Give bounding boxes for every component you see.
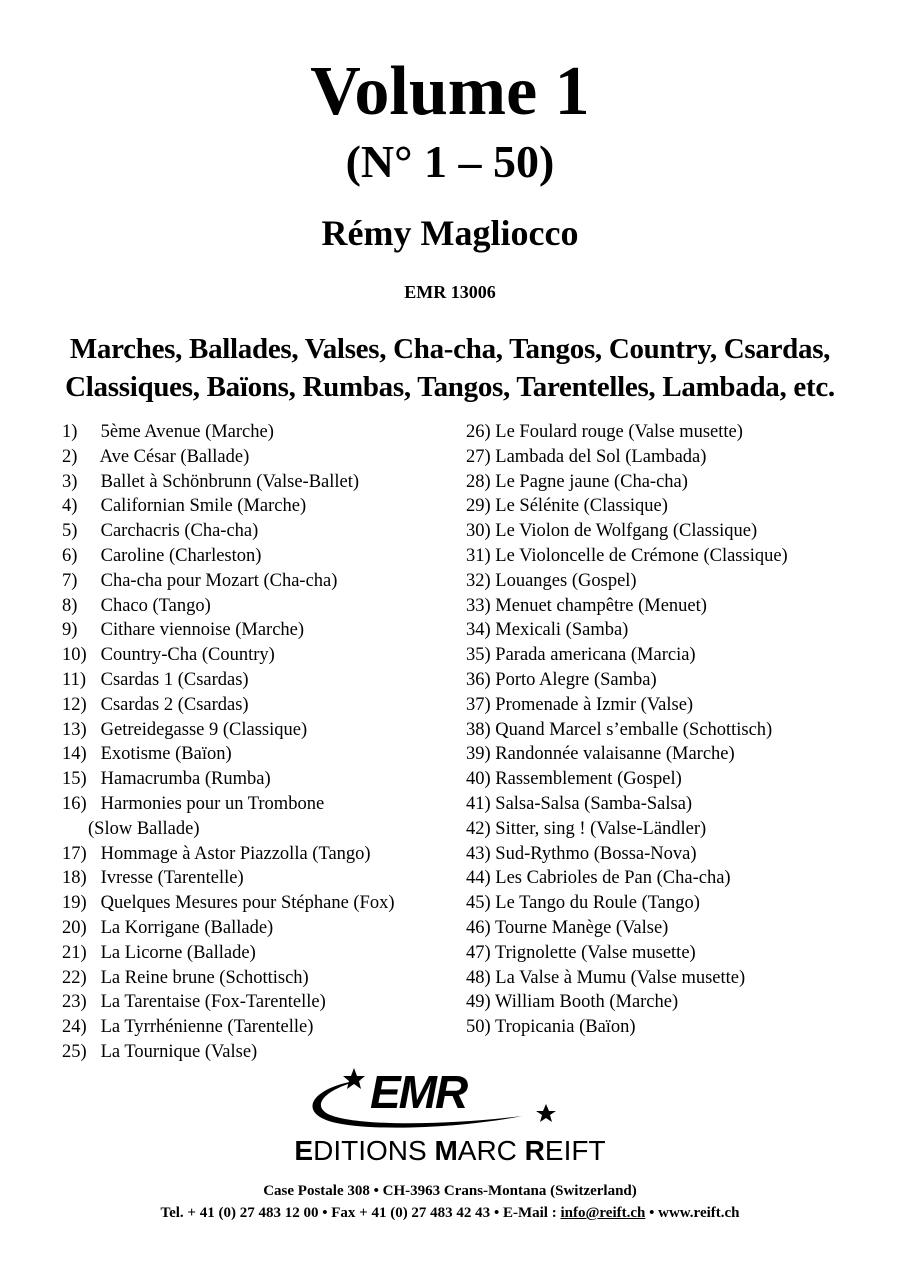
contents-item	[62, 842, 395, 867]
contents-item	[62, 966, 395, 991]
contents-item	[466, 990, 788, 1015]
item-title: Le Violoncelle de Crémone (Classique)	[495, 545, 788, 566]
contents-item	[62, 544, 395, 569]
emr-logo	[292, 1062, 572, 1132]
item-title: Caroline (Charleston)	[100, 545, 262, 566]
item-title: Ave César (Ballade)	[99, 446, 250, 467]
publisher-address: Case Postale 308 • CH-3963 Crans-Montana (Switzerland)	[263, 1183, 637, 1199]
item-title: Menuet champêtre (Menuet)	[495, 595, 707, 616]
item-title: Rassemblement (Gospel)	[495, 769, 682, 790]
publisher-name	[0, 1134, 900, 1168]
item-title: Quelques Mesures pour Stéphane (Fox)	[100, 893, 395, 914]
volume-range: (N° 1 – 50)	[345, 136, 555, 187]
contents-item	[62, 445, 395, 470]
publisher-initial-r: R	[524, 1135, 545, 1166]
contents-item	[62, 916, 395, 941]
item-title: Cha-cha pour Mozart (Cha-cha)	[100, 570, 338, 591]
email-link[interactable]: info@reift.ch	[560, 1205, 646, 1221]
item-title: Louanges (Gospel)	[495, 570, 637, 591]
contents-item	[466, 966, 788, 991]
separator-bullet: •	[322, 1205, 328, 1221]
item-title-continuation: (Slow Ballade)	[88, 818, 200, 839]
logo-star-left	[343, 1068, 365, 1089]
contents-item	[62, 643, 395, 668]
item-title: Cithare viennoise (Marche)	[100, 620, 305, 641]
catalog-code: EMR 13006	[404, 282, 496, 302]
contents-item	[466, 866, 788, 891]
item-number: 23)	[62, 992, 87, 1013]
item-title: William Booth (Marche)	[494, 992, 679, 1013]
item-title: Ivresse (Tarentelle)	[100, 868, 244, 889]
contents-item	[466, 668, 788, 693]
item-number: 29)	[466, 496, 491, 517]
contents-item	[62, 470, 395, 495]
item-title: Trignolette (Valse musette)	[494, 942, 696, 963]
item-number: 35)	[466, 645, 491, 666]
item-number: 47)	[466, 942, 491, 963]
item-title: La Tournique (Valse)	[100, 1041, 258, 1062]
item-title: Tourne Manège (Valse)	[494, 917, 669, 938]
contents-item	[62, 990, 395, 1015]
item-title: Salsa-Salsa (Samba-Salsa)	[495, 793, 693, 814]
contents-item	[466, 618, 788, 643]
item-title: La Reine brune (Schottisch)	[100, 967, 309, 988]
phone-number: Tel. + 41 (0) 27 483 12 00	[160, 1205, 319, 1221]
item-title: Country-Cha (Country)	[100, 645, 275, 666]
item-title: La Korrigane (Ballade)	[100, 917, 274, 938]
item-number: 41)	[466, 793, 491, 814]
contents-item	[466, 445, 788, 470]
item-number: 9)	[62, 620, 78, 641]
contents-item	[62, 420, 395, 445]
website-link[interactable]: www.reift.ch	[658, 1205, 740, 1221]
item-title: 5ème Avenue (Marche)	[100, 422, 274, 442]
contents-item	[62, 742, 395, 767]
item-number: 25)	[62, 1041, 87, 1062]
genre-list	[0, 330, 900, 406]
item-number: 24)	[62, 1017, 87, 1038]
publisher-word-eift: EIFT	[544, 1135, 606, 1166]
logo-text: EMR	[370, 1066, 467, 1118]
item-number: 13)	[62, 719, 87, 740]
separator-bullet: •	[493, 1205, 500, 1221]
contents-item	[466, 643, 788, 668]
item-title: Porto Alegre (Samba)	[495, 669, 657, 690]
contents-item	[62, 618, 395, 643]
item-title: Harmonies pour un Trombone	[100, 793, 325, 814]
item-title: Lambada del Sol (Lambada)	[495, 446, 707, 467]
item-title: Le Tango du Roule (Tango)	[495, 893, 700, 914]
publisher-initial-e: E	[294, 1135, 314, 1166]
item-title: La Licorne (Ballade)	[100, 942, 256, 963]
item-title: Sitter, sing ! (Valse-Ländler)	[495, 818, 707, 839]
publisher-contact	[0, 1202, 900, 1224]
logo-star-right	[536, 1104, 556, 1122]
publisher-initial-m: M	[434, 1135, 458, 1166]
item-number: 36)	[466, 669, 491, 690]
contents-item	[62, 569, 395, 594]
item-number: 31)	[466, 545, 491, 566]
item-title: Le Violon de Wolfgang (Classique)	[495, 521, 758, 542]
item-title: Quand Marcel s’emballe (Schottisch)	[495, 719, 773, 740]
item-title: Sud-Rythmo (Bossa-Nova)	[495, 843, 697, 864]
contents-item	[62, 767, 395, 792]
contents-item	[466, 767, 788, 792]
item-title: Promenade à Izmir (Valse)	[495, 694, 694, 715]
contents-item	[466, 916, 788, 941]
contents-item	[466, 420, 788, 445]
contents-item	[466, 470, 788, 495]
item-title: Mexicali (Samba)	[495, 620, 629, 641]
item-number: 46)	[466, 917, 491, 938]
genre-line-2: Classiques, Baïons, Rumbas, Tangos, Tarentelles, Lambada, etc.	[65, 371, 835, 403]
contents-item	[466, 494, 788, 519]
publisher-word-ditions: DITIONS	[313, 1135, 427, 1166]
item-title: Carchacris (Cha-cha)	[100, 521, 259, 542]
contents-item	[466, 792, 788, 817]
contents-item	[62, 494, 395, 519]
item-title: Les Cabrioles de Pan (Cha-cha)	[495, 868, 731, 889]
item-number: 26)	[466, 422, 491, 442]
publisher-word-arc: ARC	[457, 1135, 517, 1166]
contents-item	[62, 891, 395, 916]
composer-name: Rémy Magliocco	[321, 213, 579, 253]
item-number: 43)	[466, 843, 491, 864]
item-number: 1)	[62, 422, 78, 442]
item-number: 20)	[62, 917, 87, 938]
contents-item	[466, 742, 788, 767]
item-title: Le Pagne jaune (Cha-cha)	[495, 471, 688, 492]
contents-column-right	[466, 420, 788, 1040]
contents-column-left	[62, 420, 395, 1065]
contents-item	[62, 941, 395, 966]
contents-item	[62, 718, 395, 743]
item-number: 18)	[62, 868, 87, 889]
item-number: 11)	[62, 669, 86, 690]
contents-item	[466, 569, 788, 594]
item-number: 21)	[62, 942, 87, 963]
contents-item	[466, 1015, 788, 1040]
item-title: Exotisme (Baïon)	[100, 744, 232, 765]
item-title: Parada americana (Marcia)	[495, 645, 696, 666]
item-number: 42)	[466, 818, 491, 839]
item-title: Hamacrumba (Rumba)	[100, 769, 271, 790]
item-number: 33)	[466, 595, 491, 616]
contents-item	[62, 693, 395, 718]
item-title: Le Foulard rouge (Valse musette)	[495, 422, 743, 442]
item-title: Randonnée valaisanne (Marche)	[495, 744, 735, 765]
item-number: 30)	[466, 521, 491, 542]
contents-item	[466, 817, 788, 842]
item-title: Hommage à Astor Piazzolla (Tango)	[100, 843, 371, 864]
item-number: 40)	[466, 769, 491, 790]
item-number: 3)	[62, 471, 78, 492]
contents-item	[62, 1015, 395, 1040]
item-number: 27)	[466, 446, 491, 467]
item-title: La Tarentaise (Fox-Tarentelle)	[100, 992, 326, 1013]
email-label: E-Mail :	[502, 1205, 557, 1221]
item-number: 17)	[62, 843, 87, 864]
item-number: 6)	[62, 545, 78, 566]
contents-item	[466, 693, 788, 718]
contents-item	[466, 519, 788, 544]
contents-item	[62, 519, 395, 544]
item-title: Chaco (Tango)	[100, 595, 211, 616]
item-number: 34)	[466, 620, 491, 641]
item-number: 16)	[62, 793, 87, 814]
item-number: 44)	[466, 868, 491, 889]
item-title: La Valse à Mumu (Valse musette)	[495, 967, 746, 988]
contents-item	[62, 668, 395, 693]
item-number: 49)	[466, 992, 491, 1013]
fax-number: Fax + 41 (0) 27 483 42 43	[331, 1205, 491, 1221]
contents-item	[466, 941, 788, 966]
item-number: 4)	[62, 496, 78, 517]
item-number: 2)	[62, 446, 78, 467]
item-title: Californian Smile (Marche)	[100, 496, 307, 517]
contents-item	[466, 594, 788, 619]
item-number: 10)	[62, 645, 87, 666]
item-number: 48)	[466, 967, 491, 988]
item-number: 38)	[466, 719, 491, 740]
separator-bullet: •	[649, 1205, 655, 1221]
item-number: 32)	[466, 570, 491, 591]
item-title: Csardas 1 (Csardas)	[100, 669, 249, 690]
item-number: 28)	[466, 471, 491, 492]
contents-item	[62, 792, 395, 817]
item-number: 19)	[62, 893, 87, 914]
item-number: 39)	[466, 744, 491, 765]
item-number: 50)	[466, 1017, 491, 1038]
contents-item	[466, 544, 788, 569]
item-title: Le Sélénite (Classique)	[495, 496, 668, 517]
item-title: La Tyrrhénienne (Tarentelle)	[100, 1017, 314, 1038]
contents-item	[466, 891, 788, 916]
contents-item	[62, 1040, 395, 1065]
contents-item	[62, 866, 395, 891]
item-number: 7)	[62, 570, 78, 591]
contents-item	[466, 842, 788, 867]
item-number: 5)	[62, 521, 78, 542]
item-title: Csardas 2 (Csardas)	[100, 694, 249, 715]
item-title: Tropicania (Baïon)	[494, 1017, 636, 1038]
item-number: 8)	[62, 595, 78, 616]
item-title: Ballet à Schönbrunn (Valse-Ballet)	[100, 471, 360, 492]
item-number: 14)	[62, 744, 87, 765]
contents-item	[62, 594, 395, 619]
item-number: 37)	[466, 694, 491, 715]
item-number: 45)	[466, 893, 491, 914]
contents-item	[466, 718, 788, 743]
item-number: 22)	[62, 967, 87, 988]
item-number: 15)	[62, 769, 87, 790]
item-title: Getreidegasse 9 (Classique)	[100, 719, 308, 740]
genre-line-1: Marches, Ballades, Valses, Cha-cha, Tangos, Country, Csardas,	[69, 333, 831, 365]
volume-title: Volume 1	[310, 53, 590, 130]
item-number: 12)	[62, 694, 87, 715]
